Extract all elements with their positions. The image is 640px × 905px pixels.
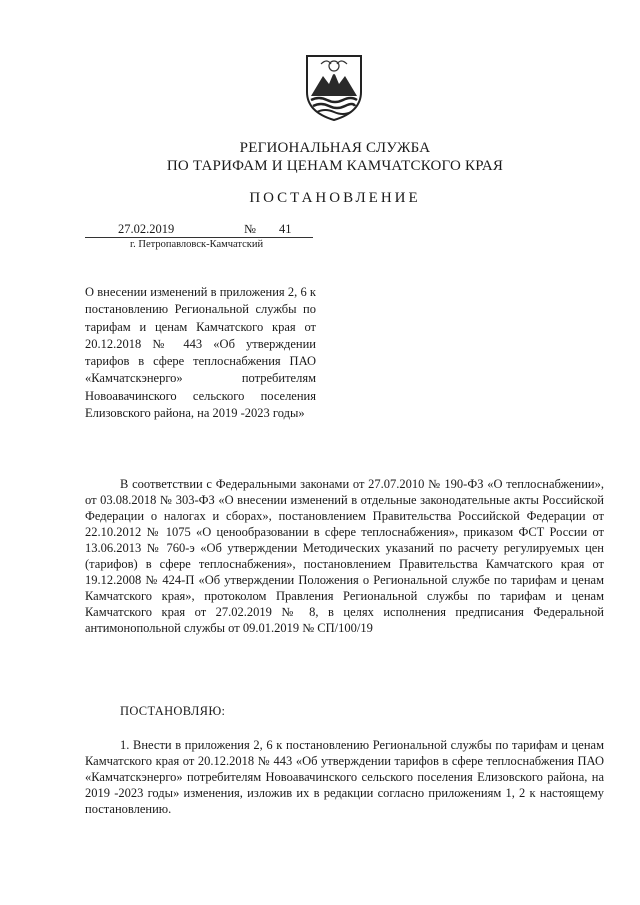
agency-name — [150, 139, 520, 175]
document-date: 27.02.2019 — [118, 222, 175, 236]
kamchatka-coat-of-arms-icon — [303, 52, 365, 122]
document-type: ПОСТАНОВЛЕНИЕ — [249, 190, 421, 206]
agency-name-line2: ПО ТАРИФАМ И ЦЕНАМ КАМЧАТСКОГО КРАЯ — [166, 158, 504, 174]
agency-name-line1: РЕГИОНАЛЬНАЯ СЛУЖБА — [239, 140, 431, 156]
clause-1: 1. Внести в приложения 2, 6 к постановлению Региональной службы по тарифам и ценам Камчатского края от 20.12.2018 № 443 «Об утверждении тарифов в сфере теплоснабжения ПАО «Камчатскэнерго» потребителям Новоавачинского сельского поселения Елизовского района, на 2019 -2023 годы» изменения, изложив их в редакции согласно приложениям 1, 2 к настоящему постановлению. — [85, 738, 604, 816]
meta-underline — [85, 237, 313, 238]
number-label: № — [244, 222, 256, 236]
decree-word: ПОСТАНОВЛЯЮ: — [120, 704, 226, 718]
preamble-paragraph: В соответствии с Федеральными законами от 27.07.2010 № 190-ФЗ «О теплоснабжении», от 03.08.2018 № 303-ФЗ «О внесении изменений в отдельные законодательные акты Российской Федерации о налогах и сборах», постановлением Правительства Российской Федерации от 22.10.2012 № 1075 «О ценообразовании в сфере теплоснабжения», приказом ФСТ России от 13.06.2013 № 760-э «Об утверждении Методических указаний по расчету регулируемых цен (тарифов) в сфере теплоснабжения», постановлением Правительства Камчатского края от 19.12.2008 № 424-П «Об утверждении Положения о Региональной службе по тарифам и ценам Камчатского края», протоколом Правления Региональной службы по тарифам и ценам Камчатского края от 27.02.2019 № 8, в целях исполнения предписания Федеральной антимонопольной службы от 09.01.2019 № СП/100/19 — [85, 477, 604, 635]
document-number: 41 — [279, 222, 292, 236]
document-city: г. Петропавловск-Камчатский — [130, 239, 264, 250]
document-subject: О внесении изменений в приложения 2, 6 к постановлению Региональной службы по тарифам и ценам Камчатского края от 20.12.2018 № 443 «Об утверждении тарифов в сфере теплоснабжения ПАО «Камчатскэнерго» потребителям Новоавачинского сельского поселения Елизовского района, на 2019 -2023 годы» — [85, 285, 316, 421]
